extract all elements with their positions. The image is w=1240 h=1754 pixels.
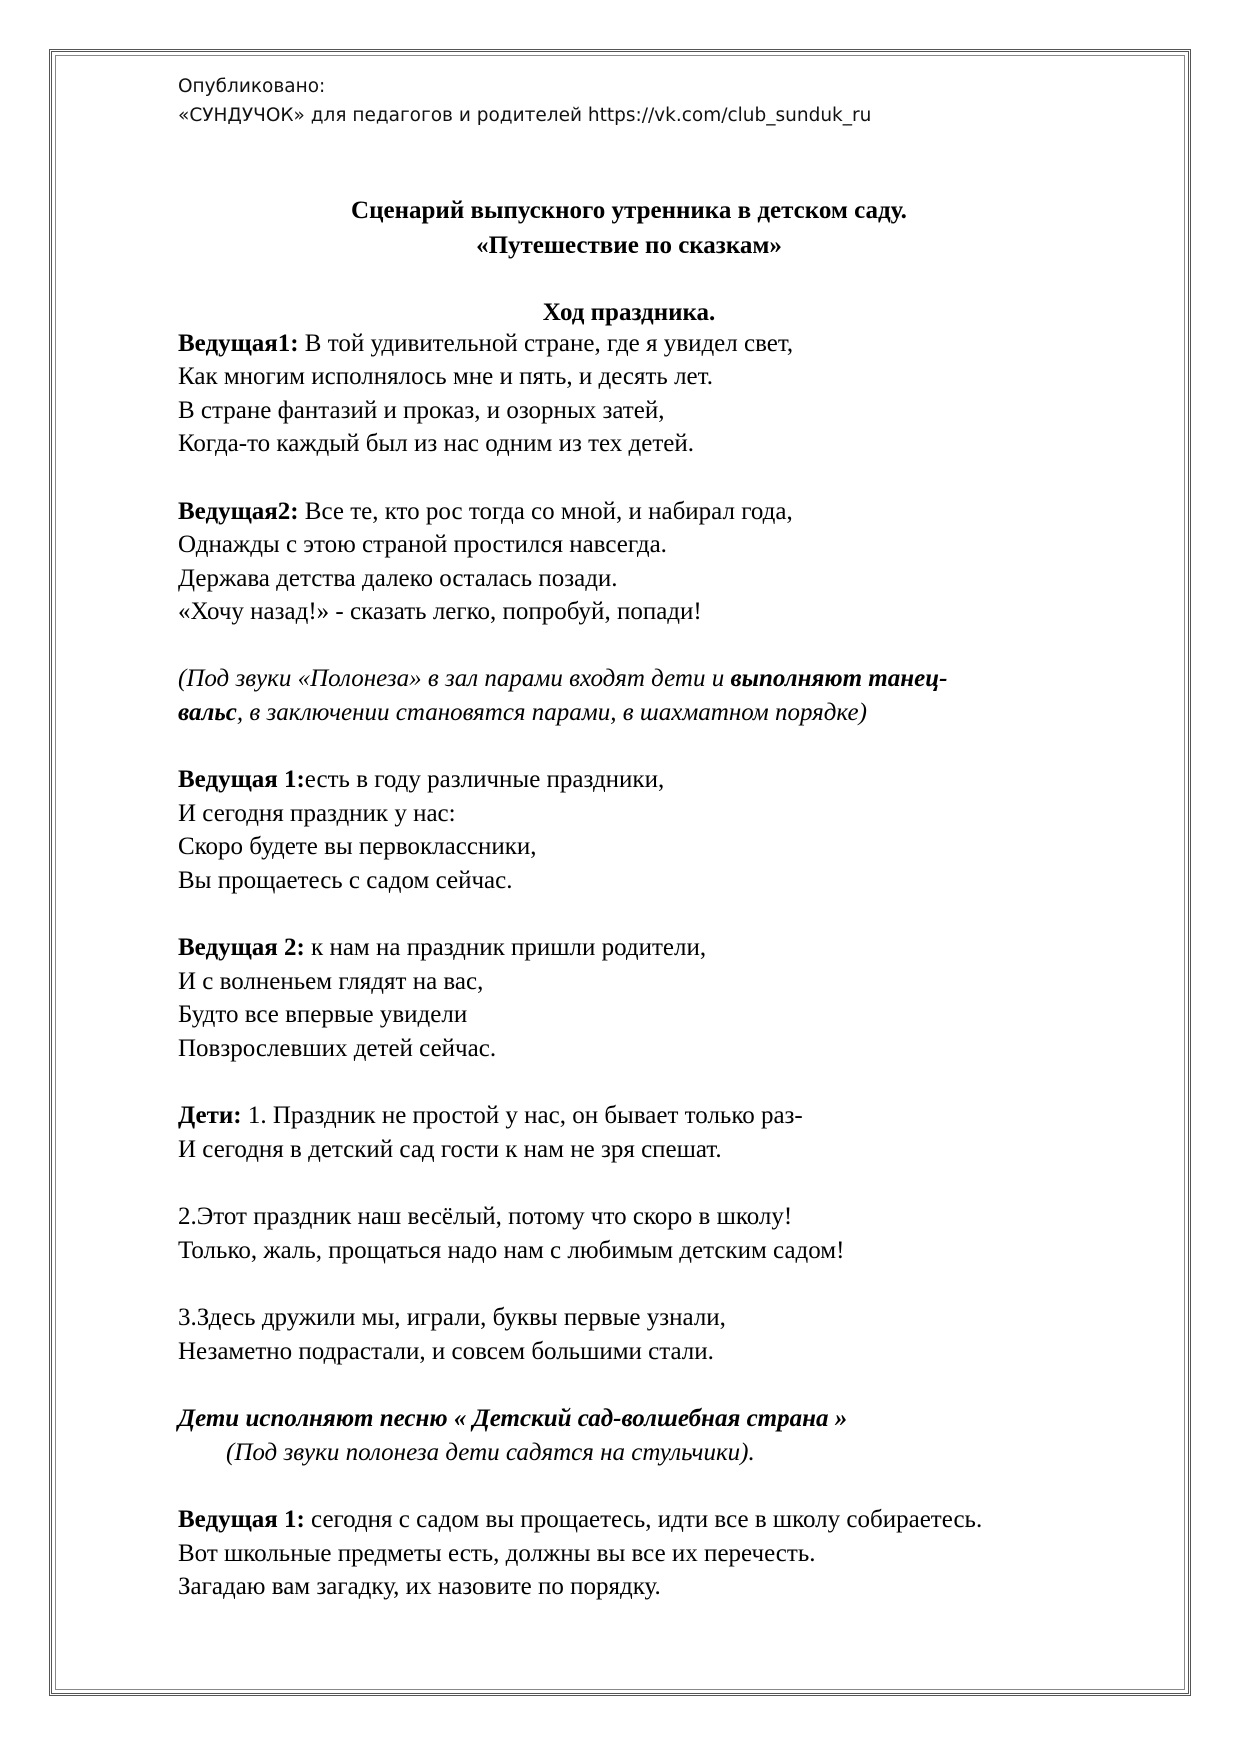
speaker-label: Ведущая 1: [178, 1506, 305, 1533]
text-line: Ведущая2: Все те, кто рос тогда со мной, и набирал года, [178, 498, 793, 525]
text-line: Ведущая 1:есть в году различные праздники, [178, 766, 665, 793]
text-line: Вот школьные предметы есть, должны вы все их перечесть. [178, 1540, 816, 1567]
text-line: 3.Здесь дружили мы, играли, буквы первые узнали, [178, 1304, 726, 1331]
text-line: Однажды с этою страной простился навсегда. [178, 531, 667, 558]
text-line: И сегодня праздник у нас: [178, 800, 456, 827]
song-line: Дети исполняют песню « Детский сад-волшебная страна » [178, 1405, 848, 1432]
stage-direction-line: (Под звуки «Полонеза» в зал парами входят дети и выполняют танец- [178, 665, 948, 692]
document-title-line2: «Путешествие по сказкам» [476, 232, 782, 259]
text-line: Ведущая 1: сегодня с садом вы прощаетесь, идти все в школу собираетесь. [178, 1506, 983, 1533]
text-line: Будто все впервые увидели [178, 1001, 468, 1028]
text-line: И сегодня в детский сад гости к нам не зря спешат. [178, 1136, 722, 1163]
text-line: Как многим исполнялось мне и пять, и десять лет. [178, 363, 713, 390]
speaker-label: Ведущая2: [178, 498, 299, 525]
publication-label: Опубликовано: [178, 76, 326, 97]
text-line: Незаметно подрастали, и совсем большими стали. [178, 1338, 714, 1365]
document-title-line1: Сценарий выпускного утренника в детском саду. [351, 197, 907, 224]
text-line: Дети: 1. Праздник не простой у нас, он бывает только раз- [178, 1102, 803, 1129]
text-line: Скоро будете вы первоклассники, [178, 833, 537, 860]
text-line: Загадаю вам загадку, их назовите по порядку. [178, 1573, 661, 1600]
section-heading: Ход праздника. [542, 299, 716, 326]
publication-header [178, 72, 871, 130]
text-line: Повзрослевших детей сейчас. [178, 1035, 497, 1062]
text-line: Держава детства далеко осталась позади. [178, 565, 618, 592]
text-line: Когда-то каждый был из нас одним из тех детей. [178, 430, 695, 457]
text-line: «Хочу назад!» - сказать легко, попробуй, попади! [178, 598, 702, 625]
speaker-label: Ведущая 1: [178, 766, 305, 793]
stage-direction-line: вальс, в заключении становятся парами, в шахматном порядке) [178, 699, 867, 726]
text-line: Ведущая 2: к нам на праздник пришли родители, [178, 934, 707, 961]
text-line: Ведущая1: В той удивительной стране, где я увидел свет, [178, 330, 794, 357]
speaker-label: Ведущая 2: [178, 934, 305, 961]
speaker-label: Дети: [178, 1102, 242, 1129]
speaker-label: Ведущая1: [178, 330, 299, 357]
text-line: Вы прощаетесь с садом сейчас. [178, 867, 513, 894]
publication-source: «СУНДУЧОК» для педагогов и родителей https://vk.com/club_sunduk_ru [178, 105, 872, 126]
song-stage-note: (Под звуки полонеза дети садятся на стульчики). [226, 1439, 755, 1466]
text-line: 2.Этот праздник наш весёлый, потому что скоро в школу! [178, 1203, 793, 1230]
text-line: В стране фантазий и проказ, и озорных затей, [178, 397, 665, 424]
text-line: И с волненьем глядят на вас, [178, 968, 484, 995]
text-line: Только, жаль, прощаться надо нам с любимым детским садом! [178, 1237, 845, 1264]
